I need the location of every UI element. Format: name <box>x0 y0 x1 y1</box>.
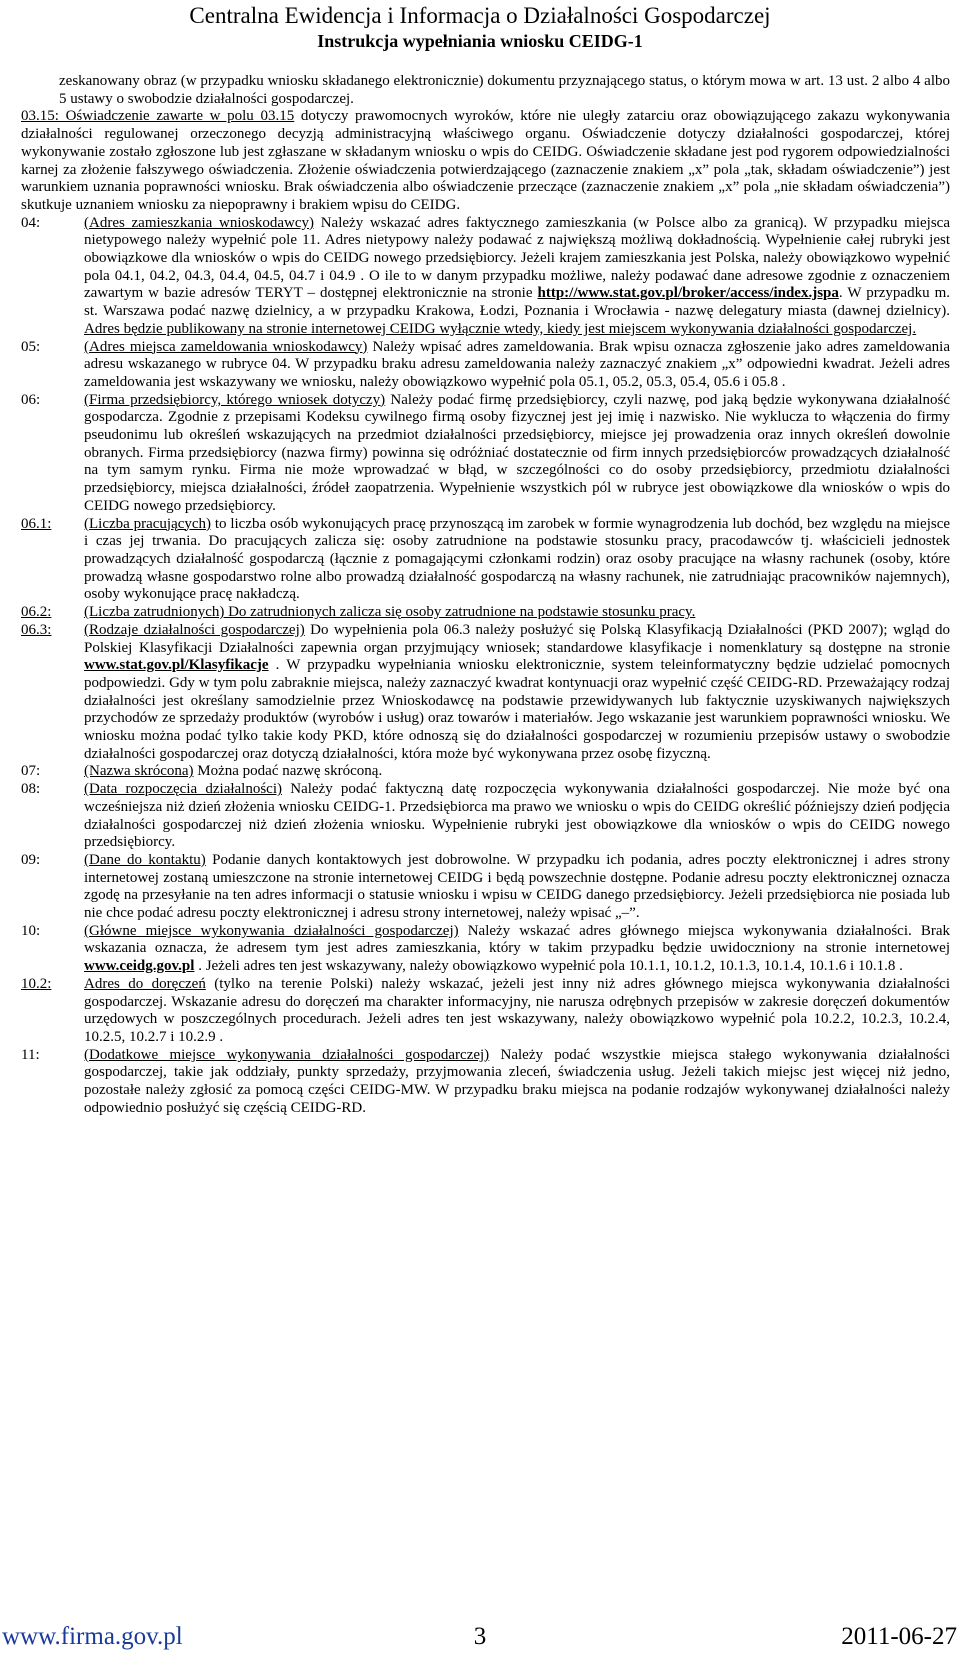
section-06-3 <box>21 622 950 764</box>
section-10-2-text: (tylko na terenie Polski) należy wskazać, jeżeli jest inny niż adres głównego miejsca wykonywania działalności gospodarczej. Wskazanie adresu do doręczeń ma charakter informacyjny, nie narusza odrębnych przepisów w zakresie doręczeń dokumentów urzędowych w poszczególnych procedurach. Jeżeli adres ten jest wskazywany, należy obowiązkowo wypełnić pola 10.2.2, 10.2.3, 10.2.4, 10.2.5, 10.2.7 i 10.2.9 . <box>84 975 951 1045</box>
section-11-text: Należy podać wszystkie miejsca stałego wykonywania działalności gospodarczej, takie jak oddziały, punkty sprzedaży, przyjmowania zleceń, świadczenia usług. Jeżeli takich miejsc jest więcej niż jedno, pozostałe należy zgłosić za pomocą części CEIDG-MW. W przypadku braku miejsca na podanie rodzajów wykonywanej działalności należy odpowiednio posłużyć się częścią CEIDG-RD. <box>84 1046 950 1116</box>
section-05 <box>21 339 950 392</box>
section-05-label: (Adres miejsca zameldowania wnioskodawcy) <box>84 338 368 355</box>
section-10-text: Należy wskazać adres głównego miejsca wykonywania działalności. Brak wskazania oznacza, że adresem tym jest adres zamieszkania, który w takim przypadku będzie uwidoczniony na stronie internetowej <box>84 922 950 957</box>
footer-date: 2011-06-27 <box>841 1623 957 1650</box>
section-10-2-label: Adres do doręczeń <box>84 975 206 992</box>
section-10 <box>21 923 950 976</box>
section-09-text: Podanie danych kontaktowych jest dobrowolne. W przypadku ich podania, adres poczty elektronicznej i adres strony internetowej zostaną umieszczone na stronie internetowej CEIDG i będą powszechnie dostępne. Podanie adresu poczty elektronicznej oznacza zgodę na przesyłanie na ten adres informacji o statusie wniosku i wpisu w CEIDG danego przedsiębiorcy. Jeżeli przedsiębiorca nie posiada lub nie chce podać adresu poczty elektronicznej i adresu strony internetowej, należy wpisać „–”. <box>84 851 950 922</box>
section-11-code: 11: <box>21 1046 40 1063</box>
section-04 <box>21 215 950 339</box>
section-03-15-text: dotyczy prawomocnych wyroków, które nie uległy zatarciu oraz obowiązującego zakazu wykonywania działalności regulowanej orzeczonego decyzją administracyjną właściwego organu. Oświadczenie dotyczy działalności gospodarczej, której wykonywanie zostało zgłoszone lub jest zgłaszane w składanym wniosku o wpis do CEIDG. Oświadczenie składane jest pod rygorem odpowiedzialności karnej za złożenie fałszywego oświadczenia. Złożenie oświadczenia potwierdzającego (zaznaczenie znakiem „x” pola „tak, składam oświadczenie”) jest warunkiem uznania poprawności wniosku. Brak oświadczenia albo oświadczenie przeczące (zaznaczenie znakiem „x” pola „nie składam oświadczenia”) skutkuje uznaniem wniosku za niepoprawny i brakiem wpisu do CEIDG. <box>21 108 950 213</box>
footer-site-link[interactable]: www.firma.gov.pl <box>2 1623 183 1650</box>
ceidg-link[interactable]: www.ceidg.gov.pl <box>84 958 195 975</box>
header-title: Centralna Ewidencja i Informacja o Działalności Gospodarczej <box>189 3 771 28</box>
section-05-code: 05: <box>21 338 41 355</box>
section-06-1-text: to liczba osób wykonujących pracę przynoszącą im zarobek w formie wynagrodzenia lub dochód, bez względu na miejsce i czas jej trwania. Do pracujących zalicza się: osoby zatrudnione na podstawie stosunku pracy, pracodawców tj. właścicieli jednostek prowadzących działalność gospodarczą (łącznie z pomagającymi członkami rodzin) oraz osoby pracujące na własny rachunek (osoby, które prowadzą własne gospodarstwo rolne albo prowadzą działalność gospodarczą na własny rachunek, nie zatrudniając pracowników najemnych), osoby wykonujące pracę nakładczą. <box>84 515 951 603</box>
section-07-code: 07: <box>21 763 41 780</box>
section-06-1 <box>21 516 950 605</box>
section-06-code: 06: <box>21 391 41 408</box>
section-04-text: Należy wskazać adres faktycznego zamieszkania (w Polsce albo za granicą). W przypadku miejsca nietypowego należy wypełnić pole 11. Adres nietypowy należy podawać z największą możliwą dokładnością. Wypełnienie całej rubryki jest obowiązkowe dla wniosków o wpis do CEIDG nowego przedsiębiorcy. Jeżeli krajem zamieszkania jest Polska, należy obowiązkowo wypełnić pola 04.1, 04.2, 04.3, 04.4, 04.5, 04.7 i 04.9 . O ile to w danym przypadku możliwe, należy podawać dane adresowe zgodnie z oznaczeniem zawartym w bazie adresów TERYT – dostępnej elektronicznie na stronie <box>84 214 950 302</box>
section-11 <box>21 1047 950 1118</box>
section-08-text: Należy podać faktyczną datę rozpoczęcia wykonywania działalności gospodarczej. Nie może być ona wcześniejsza niż dzień złożenia wniosku CEIDG-1. Przedsiębiorca ma prawo we wniosku o wpis do CEIDG określić późniejszy dzień podjęcia działalności gospodarczej niż dzień złożenia wniosku. Wypełnienie rubryki jest obowiązkowe dla wniosków o wpis do CEIDG nowego przedsiębiorcy. <box>84 781 951 851</box>
section-09-label: (Dane do kontaktu) <box>84 851 206 868</box>
section-06-2-code: 06.2: <box>21 604 52 621</box>
header-subtitle: Instrukcja wypełniania wniosku CEIDG-1 <box>317 31 643 51</box>
section-10-text-2: . Jeżeli adres ten jest wskazywany, należy obowiązkowo wypełnić pola 10.1.1, 10.1.2, 10.1.3, 10.1.4, 10.1.6 i 10.1.8 . <box>194 958 903 975</box>
teryt-link[interactable]: http://www.stat.gov.pl/broker/access/index.jspa <box>537 285 839 302</box>
section-06-3-code: 06.3: <box>21 621 52 638</box>
section-11-label: (Dodatkowe miejsce wykonywania działalności gospodarczej) <box>84 1046 490 1063</box>
page-footer <box>0 1622 960 1654</box>
section-09 <box>21 852 950 923</box>
section-08 <box>21 781 950 852</box>
section-06-3-label: (Rodzaje działalności gospodarczej) <box>84 621 305 638</box>
section-06-3-text: Do wypełnienia pola 06.3 należy posłużyć się Polską Klasyfikacją Działalności (PKD 2007); wgląd do Polskiej Klasyfikacji Działalności zapewnia organ przyjmujący wniosek; standardowe klasyfikacje i nomenklatury są dostępne na stronie <box>84 621 951 656</box>
page-number: 3 <box>473 1623 487 1650</box>
section-06-label: (Firma przedsiębiorcy, którego wniosek dotyczy) <box>84 391 386 408</box>
section-06 <box>21 392 950 516</box>
section-09-code: 09: <box>21 851 41 868</box>
section-08-label: (Data rozpoczęcia działalności) <box>84 781 283 798</box>
document-body <box>21 73 950 1117</box>
section-10-code: 10: <box>21 922 41 939</box>
section-04-text-2: . W przypadku m. st. Warszawa podać nazwę dzielnicy, a w przypadku Krakowa, Łodzi, Poznania i Wrocławia - nazwę delegatury miasta (dawnej dzielnicy). <box>84 285 950 320</box>
section-10-label: (Główne miejsce wykonywania działalności gospodarczej) <box>84 922 459 939</box>
section-03-15-label: 03.15: Oświadczenie zawarte w polu 03.15 <box>21 108 295 125</box>
section-07-label: (Nazwa skrócona) <box>84 763 194 780</box>
pkd-link[interactable]: www.stat.gov.pl/Klasyfikacje <box>84 657 269 674</box>
section-04-code: 04: <box>21 214 41 231</box>
section-06-text: Należy podać firmę przedsiębiorcy, czyli nazwę, pod jaką będzie wykonywana działalność gospodarcza. Zgodnie z przepisami Kodeksu cywilnego firmą osoby fizycznej jest jej imię i nazwisko. Nie wyklucza to włączenia do firmy pseudonimu lub określeń wskazujących na przedmiot działalności przedsiębiorcy, miejsce jej prowadzenia oraz innych określeń dowolnie obranych. Firma przedsiębiorcy (nazwa firmy) powinna się odróżniać dostatecznie od firm innych przedsiębiorców prowadzących działalność na tym samym rynku. Firma nie może wprowadzać w błąd, w szczególności co do osoby przedsiębiorcy, przedmiotu działalności przedsiębiorcy, miejsca działalności, źródeł zaopatrzenia. Wypełnienie wszystkich pól w rubryce jest obowiązkowe dla wniosków o wpis do CEIDG nowego przedsiębiorcy. <box>84 391 950 514</box>
intro-paragraph: zeskanowany obraz (w przypadku wniosku składanego elektronicznie) dokumentu przyznającego status, o którym mowa w art. 13 ust. 2 albo 4 albo 5 ustawy o swobodzie działalności gospodarczej. <box>59 73 950 107</box>
section-06-1-label: (Liczba pracujących) <box>84 515 212 532</box>
section-10-2-code: 10.2: <box>21 975 52 992</box>
section-05-text: Należy wpisać adres zameldowania. Brak wpisu oznacza zgłoszenie jako adres zameldowania adresu wskazanego w rubryce 04. W przypadku braku adresu zameldowania należy zaznaczyć znakiem „x” odpowiedni kwadrat. Jeżeli adres zameldowania jest wskazywany we wniosku, należy obowiązkowo wypełnić pola 05.1, 05.2, 05.3, 05.4, 05.6 i 05.8 . <box>84 338 950 390</box>
section-08-code: 08: <box>21 781 41 798</box>
page-header <box>0 0 960 52</box>
section-06-2 <box>21 604 950 622</box>
section-06-1-code: 06.1: <box>21 515 52 532</box>
section-06-3-text-2: . W przypadku wypełniania wniosku elektronicznie, system teleinformatyczny będzie udzielać pomocnych podpowiedzi. Gdy w tym polu zabraknie miejsca, należy zaznaczyć kwadrat kontynuacji oraz wypełnić część CEIDG-RD. Przeważający rodzaj działalności jest określany samodzielnie przez Wnioskodawcę na podstawie przewidywanych lub faktycznie uzyskiwanych największych przychodów ze sprzedaży produktów (wyrobów i usług) oraz towarów i materiałów. Jego wskazanie jest warunkiem poprawności wniosku. We wniosku można podać tylko takie kody PKD, które odnoszą się do działalności gospodarczej w rozumieniu przepisów ustawy o swobodzie działalności gospodarczej oraz dotyczą działalności, która może być wykonywana przez osobę fizyczną. <box>84 657 950 762</box>
section-10-2 <box>21 976 950 1047</box>
section-07 <box>21 763 950 781</box>
section-04-note: Adres będzie publikowany na stronie internetowej CEIDG wyłącznie wtedy, kiedy jest miejscem wykonywania działalności gospodarczej. <box>84 320 917 337</box>
section-07-text: Można podać nazwę skróconą. <box>193 763 383 780</box>
section-04-label: (Adres zamieszkania wnioskodawcy) <box>84 214 315 231</box>
section-06-2-text: (Liczba zatrudnionych) Do zatrudnionych zalicza się osoby zatrudnione na podstawie stosunku pracy. <box>84 604 696 621</box>
section-03-15 <box>21 108 950 214</box>
